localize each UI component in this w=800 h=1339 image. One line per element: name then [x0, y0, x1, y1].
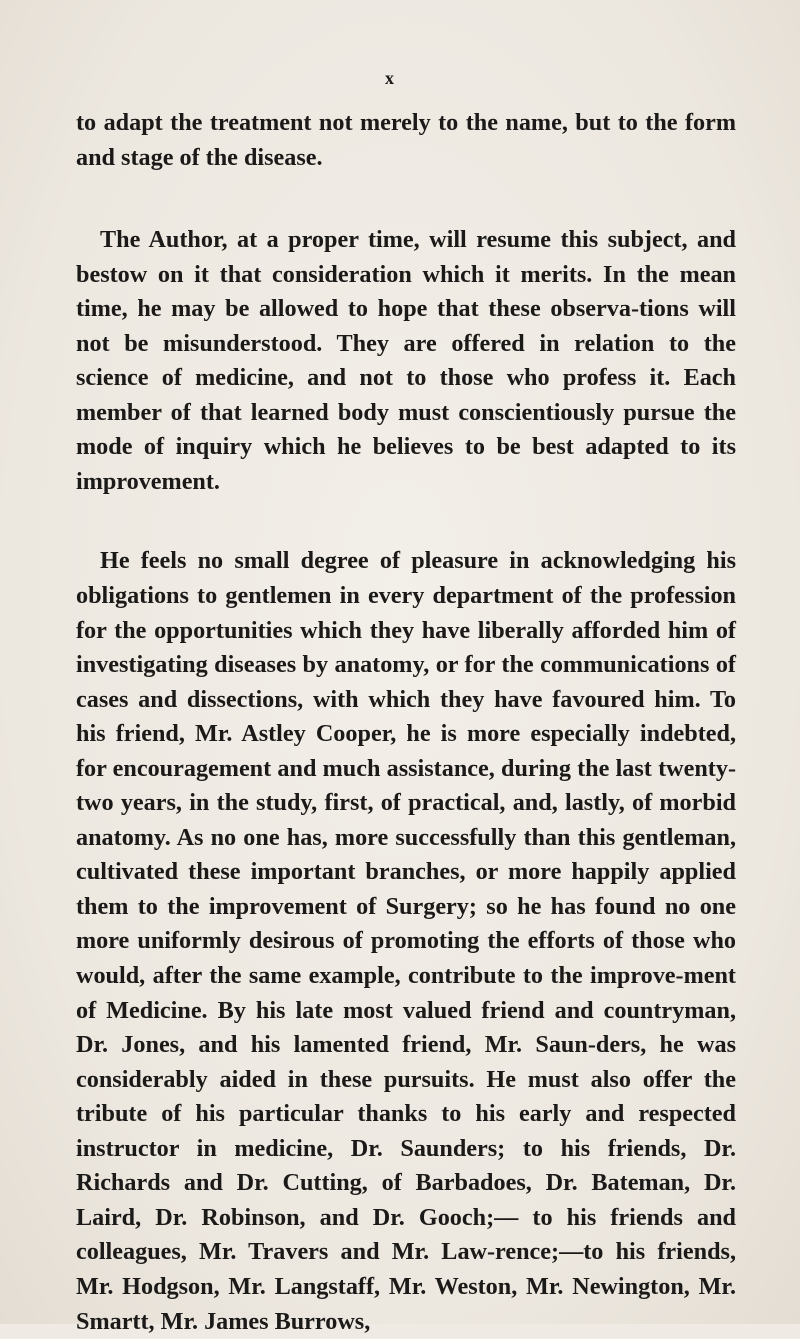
paragraph-1: to adapt the treatment not merely to the name, but to the form and stage of the disease. — [76, 109, 736, 171]
body-text — [76, 106, 736, 1339]
paragraph-2: The Author, at a proper time, will resume this subject, and bestow on it that consideration which it merits. In the mean time, he may be allowed to hope that these observa-tions will not be misunderstood. They are offered in relation to the science of medicine, and not to those who profess it. Each member of that learned body must conscientiously pursue the mode of inquiry which he believes to be best adapted to its improvement. — [76, 226, 736, 495]
paragraph-3: He feels no small degree of pleasure in acknowledging his obligations to gentlemen in every department of the profession for the opportunities which they have liberally afforded him of investigating diseases by anatomy, or for the communications of cases and dissections, with which they have favoured him. To his friend, Mr. Astley Cooper, he is more especially indebted, for encouragement and much assistance, during the last twenty-two years, in the study, first, of practical, and, lastly, of morbid anatomy. As no one has, more successfully than this gentleman, cultivated these important branches, or more happily applied them to the improvement of Surgery; so he has found no one more uniformly desirous of promoting the efforts of those who would, after the same example, contribute to the improve-ment of Medicine. By his late most valued friend and countryman, Dr. Jones, and his lamented friend, Mr. Saun-ders, he was considerably aided in these pursuits. He must also offer the tribute of his particular thanks to his early and respected instructor in medicine, Dr. Saunders; to his friends, Dr. Richards and Dr. Cutting, of Barbadoes, Dr. Bateman, Dr. Laird, Dr. Robinson, and Dr. Gooch;— to his friends and colleagues, Mr. Travers and Mr. Law-rence;—to his friends, Mr. Hodgson, Mr. Langstaff, Mr. Weston, Mr. Newington, Mr. Smartt, Mr. James Burrows, — [76, 547, 736, 1335]
paragraph-gap — [76, 175, 736, 223]
page-number: x — [385, 68, 395, 88]
paragraph-gap — [76, 499, 736, 544]
